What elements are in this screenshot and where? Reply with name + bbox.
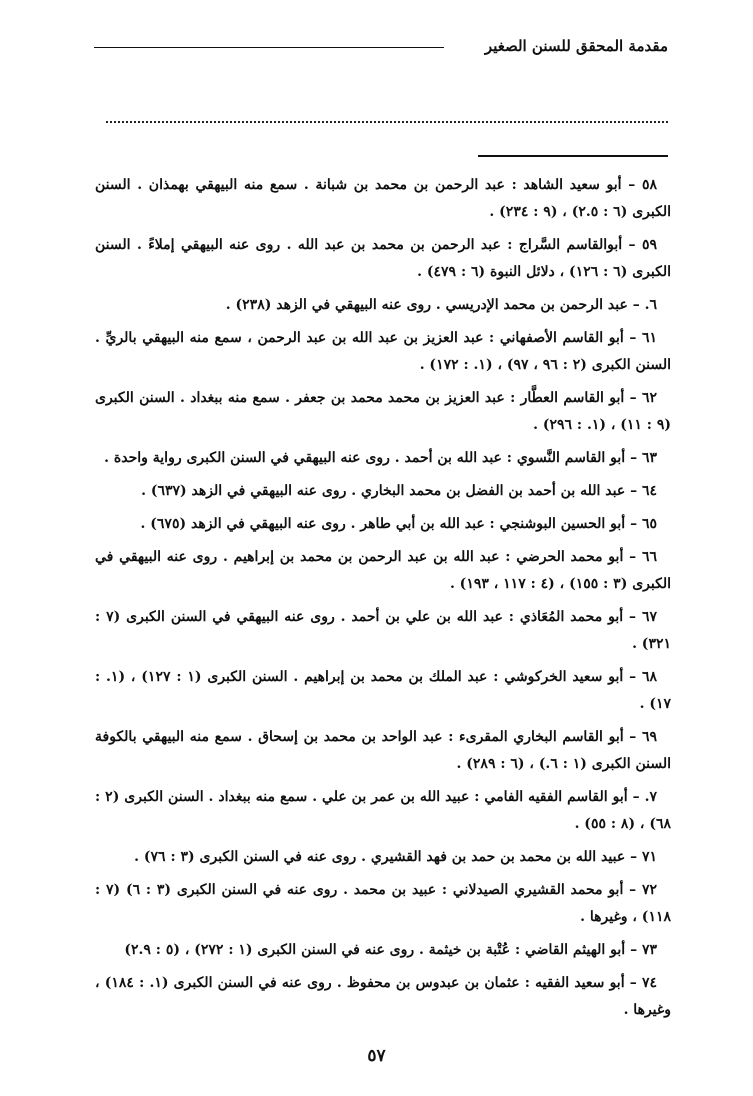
entry-list — [95, 172, 671, 1030]
section-rule — [478, 155, 668, 157]
entry-61: ٦١ – أبو القاسم الأصفهاني : عبد العزيز بن عبد الله بن عبد الرحمن ، سمع منه البيهقي بالريِّ . السنن الكبرى (٢ : ٩٦ ، ٩٧) ، (١. : ١٧٢) . — [95, 330, 671, 373]
entry-59: ٥٩ – أبوالقاسم السَّراج : عبد الرحمن بن محمد بن عبد الله . روى عنه البيهقي إملاءً . السنن الكبرى (٦ : ١٢٦) ، دلائل النبوة (٦ : ٤٧٩) . — [95, 237, 671, 280]
entry-71: ٧١ – عبيد الله بن محمد بن حمد بن فهد القشيري . روى عنه في السنن الكبرى (٣ : ٧٦) . — [134, 849, 657, 865]
entry-67: ٦٧ – أبو محمد المُعَاذي : عبد الله بن علي بن أحمد . روى عنه البيهقي في السنن الكبرى (٧ : ٣٢١) . — [95, 609, 671, 652]
entry-69: ٦٩ – أبو القاسم البخاري المقرىء : عبد الواحد بن محمد بن إسحاق . سمع منه البيهقي بالكوفة السنن الكبرى (١ : ٦.) ، (٦ : ٢٨٩) . — [95, 729, 671, 772]
entry-58: ٥٨ – أبو سعيد الشاهد : عبد الرحمن بن محمد بن شبانة . سمع منه البيهقي بهمذان . السنن الكبرى (٦ : ٢.٥) ، (٩ : ٢٣٤) . — [95, 177, 671, 220]
running-head — [94, 34, 668, 58]
entry-63: ٦٣ – أبو القاسم النَّسوي : عبد الله بن أحمد . روى عنه البيهقي في السنن الكبرى رواية واحدة . — [104, 450, 657, 466]
entry-72: ٧٢ – أبو محمد القشيري الصيدلاني : عبيد بن محمد . روى عنه في السنن الكبرى (٣ : ٦) (٧ : ١١٨) ، وغيرها . — [95, 882, 671, 925]
entry-64: ٦٤ – عبد الله بن أحمد بن الفضل بن محمد البخاري . روى عنه البيهقي في الزهد (٦٣٧) . — [141, 483, 657, 499]
entry-70: ٧. – أبو القاسم الفقيه الفامي : عبيد الله بن عمر بن علي . سمع منه ببغداد . السنن الكبرى (٢ : ٦٨) ، (٨ : ٥٥) . — [95, 789, 671, 832]
entry-60: ٦. – عبد الرحمن بن محمد الإدريسي . روى عنه البيهقي في الزهد (٢٣٨) . — [225, 297, 657, 313]
entry-74: ٧٤ – أبو سعيد الفقيه : عثمان بن عبدوس بن محفوظ . روى عنه في السنن الكبرى (١. : ١٨٤) ، وغيرها . — [95, 975, 671, 1018]
running-head-title: مقدمة المحقق للسنن الصغير — [484, 37, 668, 55]
entry-68: ٦٨ – أبو سعيد الخركوشي : عبد الملك بن محمد بن إبراهيم . السنن الكبرى (١ : ١٢٧) ، (١. : ١٧) . — [95, 669, 671, 712]
entry-73: ٧٣ – أبو الهيثم القاضي : عُتْبة بن خيثمة . روى عنه في السنن الكبرى (١ : ٢٧٢) ، (٥ : ٢.٩) — [124, 942, 657, 958]
entry-66: ٦٦ – أبو محمد الحرضي : عبد الله بن عبد الرحمن بن محمد بن إبراهيم . روى عنه البيهقي في الكبرى (٣ : ١٥٥) ، (٤ : ١١٧ ، ١٩٣) . — [95, 549, 671, 592]
entry-65: ٦٥ – أبو الحسين البوشنجي : عبد الله بن أبي طاهر . روى عنه البيهقي في الزهد (٦٧٥) . — [140, 516, 657, 532]
page-number: ٥٧ — [367, 1046, 386, 1066]
entry-62: ٦٢ – أبو القاسم العطَّار : عبد العزيز بن محمد محمد بن جعفر . سمع منه ببغداد . السنن الكبرى (٩ : ١١) ، (١. : ٢٩٦) . — [95, 390, 671, 433]
running-head-rule — [94, 47, 444, 48]
dotted-separator — [106, 121, 668, 123]
